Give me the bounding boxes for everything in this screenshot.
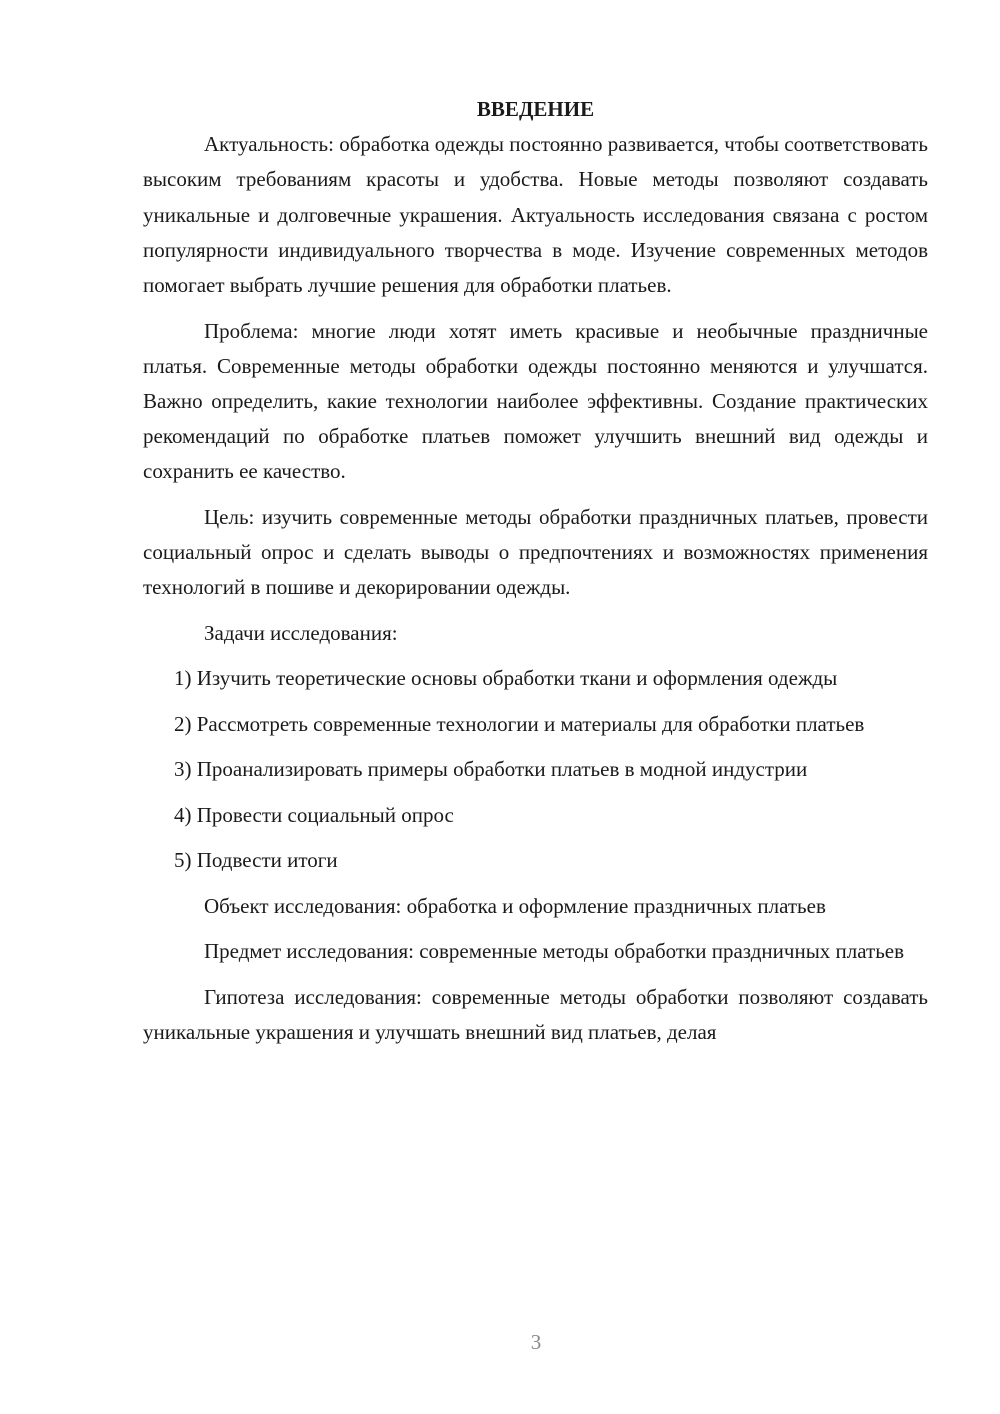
task-item-1: 1) Изучить теоретические основы обработки ткани и оформления одежды: [174, 666, 838, 691]
paragraph-hypothesis: Гипотеза исследования: современные методы обработки позволяют создавать уникальные украшения и улучшать внешний вид платьев, делая: [143, 984, 928, 1044]
task-item-4: 4) Провести социальный опрос: [174, 802, 454, 827]
section-heading: ВВЕДЕНИЕ: [476, 97, 595, 121]
paragraph-relevance: Актуальность: обработка одежды постоянно развивается, чтобы соответствовать высоким требованиям красоты и удобства. Новые методы позволяют создавать уникальные и долговечные украшения. Актуальность исследования связана с ростом популярности индивидуального творчества в моде. Изучение современных методов помогает выбрать лучшие решения для обработки платьев.: [143, 132, 928, 298]
task-item-2: 2) Рассмотреть современные технологии и материалы для обработки платьев: [174, 711, 865, 736]
paragraph-subject: Предмет исследования: современные методы обработки праздничных платьев: [204, 939, 905, 964]
page-number: 3: [530, 1330, 542, 1354]
task-item-3: 3) Проанализировать примеры обработки платьев в модной индустрии: [174, 757, 808, 782]
paragraph-problem: Проблема: многие люди хотят иметь красивые и необычные праздничные платья. Современные методы обработки одежды постоянно меняются и улучшатся. Важно определить, какие технологии наиболее эффективны. Создание практических рекомендаций по обработке платьев поможет улучшить внешний вид одежды и сохранить ее качество.: [143, 318, 928, 484]
document-page: [143, 92, 928, 1050]
paragraph-tasks-heading: Задачи исследования:: [204, 620, 398, 645]
paragraph-object: Объект исследования: обработка и оформление праздничных платьев: [204, 893, 826, 918]
paragraph-goal: Цель: изучить современные методы обработки праздничных платьев, провести социальный опрос и сделать выводы о предпочтениях и возможностях применения технологий в пошиве и декорировании одежды.: [143, 504, 928, 600]
task-item-5: 5) Подвести итоги: [174, 848, 338, 873]
